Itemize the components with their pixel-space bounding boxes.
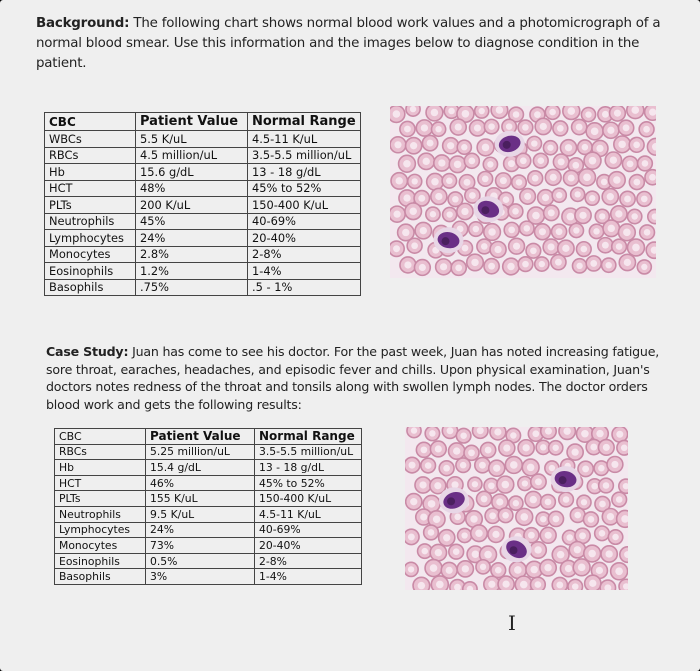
- cell-patient-value: 15.4 g/dL: [146, 460, 255, 476]
- cell-normal-range: 3.5-5.5 million/uL: [248, 147, 361, 164]
- cell-patient-value: 2.8%: [136, 246, 248, 263]
- cell-test: WBCs: [45, 131, 136, 148]
- cell-normal-range: 2-8%: [255, 553, 362, 569]
- normal-values-table: [44, 112, 361, 296]
- table-row: [55, 538, 362, 554]
- header-cbc: CBC: [55, 429, 146, 445]
- cell-normal-range: 4.5-11 K/uL: [255, 506, 362, 522]
- cell-test: Monocytes: [45, 246, 136, 263]
- cell-test: Eosinophils: [55, 553, 146, 569]
- cell-normal-range: 13 - 18 g/dL: [248, 164, 361, 181]
- cell-test: PLTs: [55, 491, 146, 507]
- table-row: [55, 491, 362, 507]
- table-row: [45, 279, 361, 296]
- header-patient-value: Patient Value: [136, 113, 248, 131]
- cell-normal-range: 4.5-11 K/uL: [248, 131, 361, 148]
- table-row: [45, 131, 361, 148]
- cell-test: HCT: [55, 475, 146, 491]
- table-row: [55, 553, 362, 569]
- cell-normal-range: 150-400 K/uL: [248, 197, 361, 214]
- patient-blood-smear-image: [405, 427, 628, 590]
- cell-test: Lymphocytes: [45, 230, 136, 247]
- cell-test: Hb: [45, 164, 136, 181]
- cell-patient-value: 155 K/uL: [146, 491, 255, 507]
- cell-patient-value: 5.5 K/uL: [136, 131, 248, 148]
- table-row: [55, 506, 362, 522]
- table-row: [45, 230, 361, 247]
- cell-normal-range: 2-8%: [248, 246, 361, 263]
- table-row: [55, 522, 362, 538]
- cell-patient-value: 200 K/uL: [136, 197, 248, 214]
- header-normal-range: Normal Range: [255, 429, 362, 445]
- cell-patient-value: 0.5%: [146, 553, 255, 569]
- cell-normal-range: 1-4%: [248, 263, 361, 280]
- background-paragraph: [36, 14, 666, 74]
- table-row: [55, 460, 362, 476]
- cell-normal-range: 45% to 52%: [255, 475, 362, 491]
- cell-normal-range: 40-69%: [248, 213, 361, 230]
- cell-test: Monocytes: [55, 538, 146, 554]
- table-row: [45, 213, 361, 230]
- cell-patient-value: 3%: [146, 569, 255, 585]
- cell-patient-value: 4.5 million/uL: [136, 147, 248, 164]
- cell-test: Basophils: [45, 279, 136, 296]
- header-patient-value: Patient Value: [146, 429, 255, 445]
- cell-normal-range: 1-4%: [255, 569, 362, 585]
- cell-patient-value: 9.5 K/uL: [146, 506, 255, 522]
- cell-normal-range: 45% to 52%: [248, 180, 361, 197]
- background-label: Background:: [36, 16, 130, 31]
- cell-patient-value: 5.25 million/uL: [146, 444, 255, 460]
- cell-normal-range: 40-69%: [255, 522, 362, 538]
- cell-test: PLTs: [45, 197, 136, 214]
- cell-test: Neutrophils: [55, 506, 146, 522]
- cell-patient-value: 24%: [146, 522, 255, 538]
- cell-patient-value: 15.6 g/dL: [136, 164, 248, 181]
- table-row: [55, 444, 362, 460]
- cell-normal-range: 13 - 18 g/dL: [255, 460, 362, 476]
- case-study-paragraph: [46, 343, 671, 413]
- cell-test: RBCs: [55, 444, 146, 460]
- background-text: The following chart shows normal blood work values and a photomicrograph of a normal blood smear. Use this information and the images below to diagnose condition in the patient.: [36, 16, 661, 71]
- table-row: [45, 180, 361, 197]
- cell-patient-value: 45%: [136, 213, 248, 230]
- cell-normal-range: 150-400 K/uL: [255, 491, 362, 507]
- cell-patient-value: 24%: [136, 230, 248, 247]
- cell-normal-range: .5 - 1%: [248, 279, 361, 296]
- table-row: [55, 569, 362, 585]
- normal-blood-smear-image: [390, 106, 656, 278]
- cell-test: Neutrophils: [45, 213, 136, 230]
- cell-test: HCT: [45, 180, 136, 197]
- cell-test: Hb: [55, 460, 146, 476]
- table-header-row: [55, 429, 362, 445]
- cell-patient-value: 1.2%: [136, 263, 248, 280]
- table-row: [45, 147, 361, 164]
- cell-patient-value: 46%: [146, 475, 255, 491]
- text-cursor-icon: I: [508, 611, 516, 635]
- cell-test: Lymphocytes: [55, 522, 146, 538]
- cell-normal-range: 20-40%: [248, 230, 361, 247]
- cell-patient-value: .75%: [136, 279, 248, 296]
- patient-results-table: [54, 428, 362, 585]
- table-row: [45, 263, 361, 280]
- case-study-label: Case Study:: [46, 344, 129, 359]
- cell-test: Eosinophils: [45, 263, 136, 280]
- table-row: [45, 246, 361, 263]
- cell-test: RBCs: [45, 147, 136, 164]
- cell-patient-value: 48%: [136, 180, 248, 197]
- cell-normal-range: 20-40%: [255, 538, 362, 554]
- header-cbc: CBC: [45, 113, 136, 131]
- cell-normal-range: 3.5-5.5 million/uL: [255, 444, 362, 460]
- table-row: [55, 475, 362, 491]
- table-row: [45, 164, 361, 181]
- case-study-text: Juan has come to see his doctor. For the past week, Juan has noted increasing fatigue, sore throat, earaches, headaches, and episodic fever and chills. Upon physical examination, Juan's doctors notes redness of the throat and tonsils along with swollen lymph nodes. The doctor orders blood work and gets the following results:: [46, 344, 660, 412]
- cell-test: Basophils: [55, 569, 146, 585]
- table-row: [45, 197, 361, 214]
- cell-patient-value: 73%: [146, 538, 255, 554]
- table-header-row: [45, 113, 361, 131]
- header-normal-range: Normal Range: [248, 113, 361, 131]
